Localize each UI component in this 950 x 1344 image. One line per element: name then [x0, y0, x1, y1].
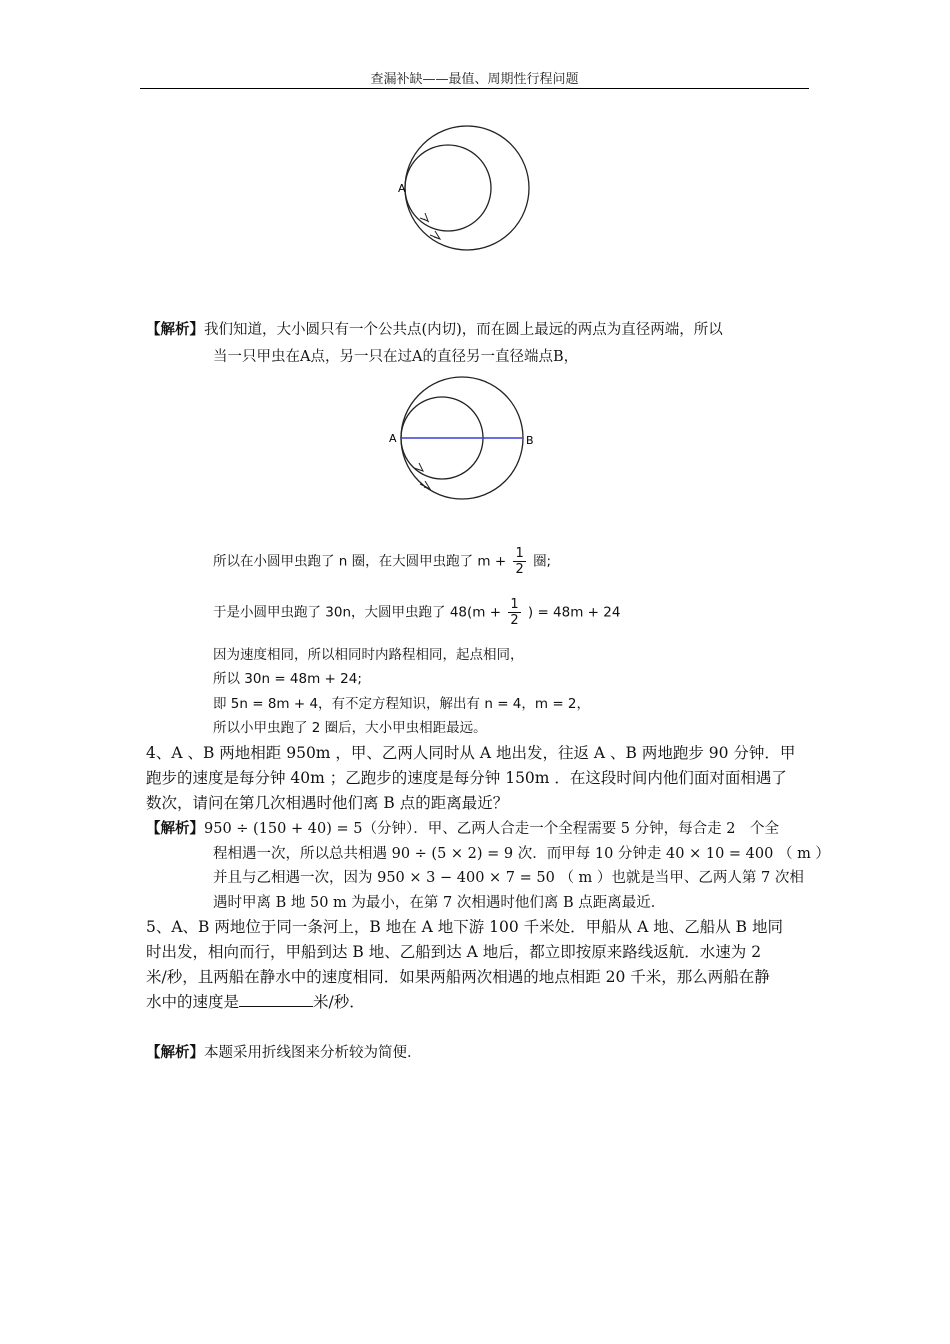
fraction-half: [513, 546, 525, 577]
problem-4-line-3: 数次，请问在第几次相遇时他们离 B 点的距离最近？: [146, 794, 509, 812]
problem-5-line-4: [146, 990, 365, 1012]
eq-1-text: 所以在小圆甲虫跑了 n 圈，在大圆甲虫跑了 m +: [213, 553, 507, 570]
problem-5-line-1: 5、A、B 两地位于同一条河上，B 地在 A 地下游 100 千米处．甲船从 A 地、乙船从 B 地同: [146, 918, 783, 936]
header-rule: [140, 88, 809, 89]
frac-numerator: 1: [515, 546, 524, 561]
frac-denominator: 2: [510, 613, 519, 628]
analysis-tag: 【解析】: [146, 820, 204, 837]
problem-5-unit: 米/秒．: [313, 993, 365, 1011]
analysis-3-line-6: 所以 30n = 48m + 24;: [213, 671, 362, 687]
analysis-3-eq-1: [213, 546, 551, 577]
large-circle: [405, 126, 529, 250]
analysis-3-eq-2: [213, 597, 620, 628]
analysis-3-line-5: 因为速度相同，所以相同时内路程相同，起点相同，: [213, 647, 524, 663]
analysis-5-line: [146, 1041, 422, 1062]
analysis-3-line-7: 即 5n = 8m + 4，有不定方程知识，解出有 n = 4，m = 2，: [213, 696, 591, 712]
arrow-large-icon: [420, 481, 430, 489]
problem-4-line-1: 4、A 、B 两地相距 950m ，甲、乙两人同时从 A 地出发，往返 A 、B 两地跑步 90 分钟．甲: [146, 744, 796, 762]
arrow-small-icon: [420, 213, 429, 222]
figure-circles-1: [396, 122, 536, 258]
eq-2-text: 于是小圆甲虫跑了 30n，大圆甲虫跑了 48(m +: [213, 604, 502, 621]
analysis-3-line-8: 所以小甲虫跑了 2 圈后，大小甲虫相距最远。: [213, 720, 487, 736]
fraction-half: [508, 597, 520, 628]
page-header: 查漏补缺——最值、周期性行程问题: [370, 72, 579, 87]
small-circle: [405, 145, 491, 231]
frac-denominator: 2: [515, 562, 524, 577]
problem-5-line-2: 时出发，相向而行，甲船到达 B 地、乙船到达 A 地后，都立即按原来路线返航．水速为 2: [146, 943, 762, 961]
point-a-label: A: [398, 182, 406, 195]
analysis-3-line-1: [146, 318, 723, 339]
analysis-4-text-1: 950 ÷ (150 + 40) = 5（分钟）．甲、乙两人合走一个全程需要 5 分钟，每合走 2 个全: [204, 821, 779, 837]
analysis-5-text: 本题采用折线图来分析较为简便．: [204, 1045, 422, 1061]
answer-blank[interactable]: [239, 992, 313, 1007]
analysis-4-line-3: 并且与乙相遇一次，因为 950 × 3 − 400 × 7 = 50 （ m ）也就是当甲、乙两人第 7 次相: [213, 870, 804, 886]
figure-circles-2: [386, 374, 542, 510]
analysis-3-text-1: 我们知道，大小圆只有一个公共点(内切)，而在圆上最远的两点为直径两端，所以: [204, 322, 723, 338]
analysis-4-line-4: 遇时甲离 B 地 50 m 为最小，在第 7 次相遇时他们离 B 点距离最近．: [213, 895, 666, 911]
eq-2-post: ) = 48m + 24: [527, 604, 621, 621]
analysis-tag: 【解析】: [146, 1044, 204, 1061]
frac-numerator: 1: [510, 597, 519, 612]
problem-5-line-3: 米/秒，且两船在静水中的速度相同．如果两船两次相遇的地点相距 20 千米，那么两船在静: [146, 968, 770, 986]
eq-1-post: 圈;: [533, 553, 552, 570]
analysis-4-line-2: 程相遇一次，所以总共相遇 90 ÷ (5 × 2) = 9 次．而甲每 10 分钟走 40 × 10 = 400 （ m ）: [213, 846, 830, 862]
arrow-large-icon: [430, 231, 440, 239]
problem-4-line-2: 跑步的速度是每分钟 40m ；乙跑步的速度是每分钟 150m ．在这段时间内他们面对面相遇了: [146, 769, 787, 787]
analysis-4-line-1: [146, 817, 779, 838]
analysis-tag: 【解析】: [146, 321, 204, 338]
analysis-3-line-2: 当一只甲虫在A点，另一只在过A的直径另一直径端点B，: [213, 349, 579, 365]
point-a-label: A: [389, 432, 397, 445]
point-b-label: B: [526, 434, 534, 447]
problem-5-text-4: 水中的速度是: [146, 993, 240, 1011]
